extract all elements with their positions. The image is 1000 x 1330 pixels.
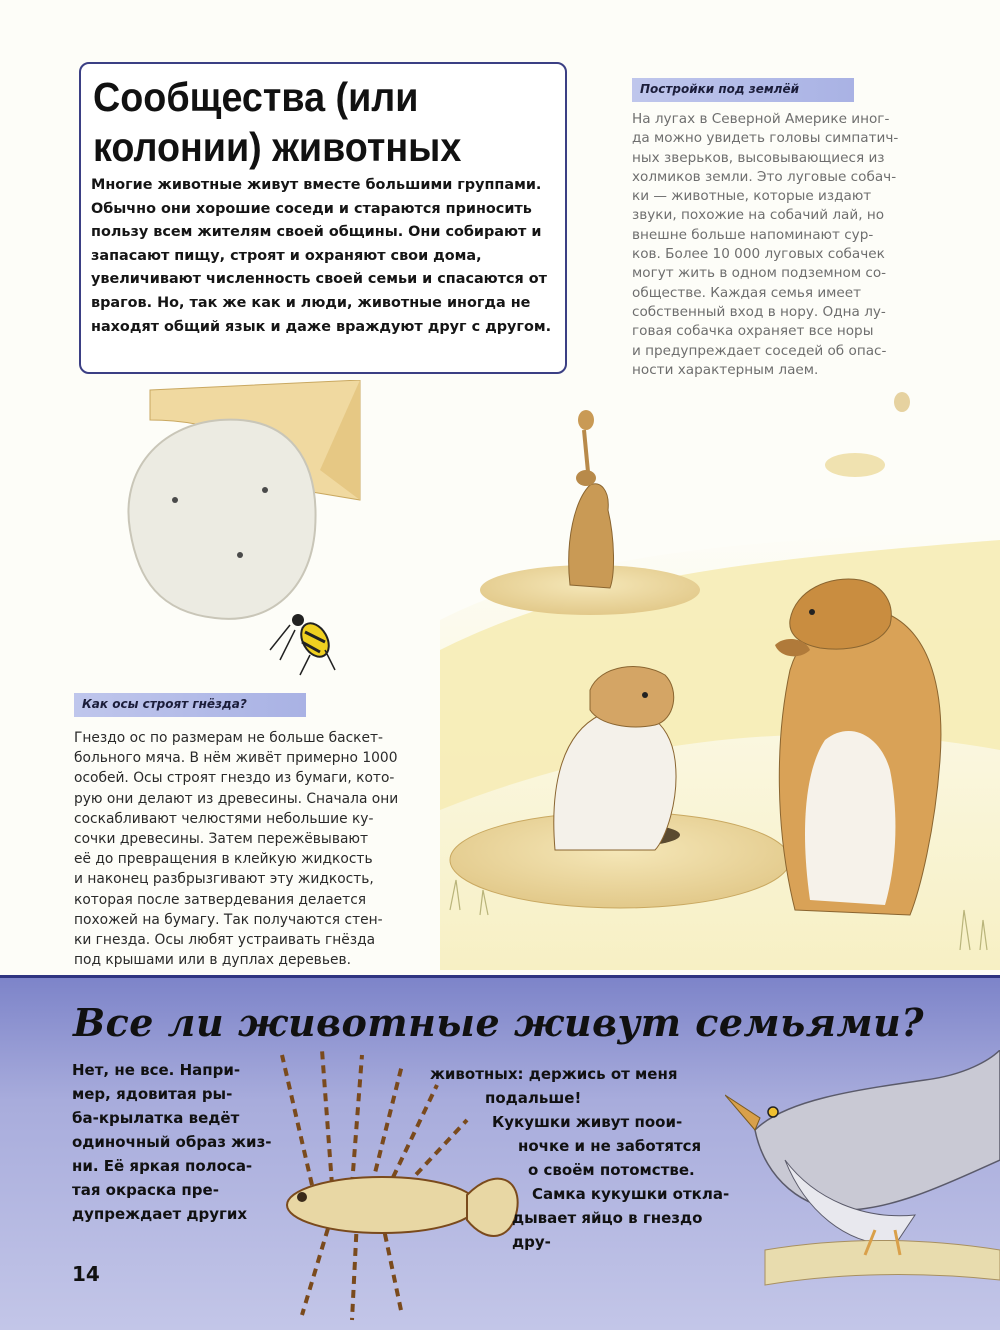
- page-title: Сообщества (или колонии) животных: [93, 74, 462, 170]
- title-box: [79, 62, 567, 374]
- far-prairie-dog: [569, 484, 614, 588]
- text-line: звуки, похожие на собачий лай, но: [632, 207, 885, 224]
- wasp-icon: [270, 614, 335, 675]
- text-line: ности характерным лаем.: [632, 361, 819, 378]
- wasps-text: [74, 728, 474, 970]
- text-line: и предупреждает соседей об опас-: [632, 342, 887, 359]
- text-line: её до превращения в клейкую жидкость: [74, 851, 373, 868]
- text-line: о своём потомстве.: [528, 1161, 695, 1179]
- text-line: обществе. Каждая семья имеет: [632, 284, 862, 301]
- text-line: дывает яйцо в гнездо дру-: [512, 1209, 703, 1251]
- text-line: одиночный образ жиз-: [72, 1133, 272, 1151]
- text-line: Нет, не все. Напри-: [72, 1061, 241, 1079]
- text-line: ных зверьков, высовывающиеся из: [632, 149, 885, 166]
- text-line: тая окраска пре-: [72, 1181, 219, 1199]
- underground-text: [632, 110, 967, 380]
- text-line: говая собачка охраняет все норы: [632, 323, 874, 340]
- text-line: дупреждает других: [72, 1205, 248, 1223]
- text-line: больного мяча. В нём живёт примерно 1000: [74, 750, 398, 767]
- families-right-text: [430, 1062, 740, 1254]
- text-line: под крышами или в дуплах деревьев.: [74, 952, 351, 969]
- text-line: соскабливают челюстями небольшие ку-: [74, 810, 374, 827]
- text-line: да можно увидеть головы симпатич-: [632, 130, 899, 147]
- wasp-nest: [128, 420, 315, 619]
- section-label-wasps: Как осы строят гнёзда?: [74, 693, 306, 717]
- text-line: ба-крылатка ведёт: [72, 1109, 240, 1127]
- text-line: Самка кукушки откла-: [532, 1185, 730, 1203]
- text-line: особей. Осы строят гнездо из бумаги, кото-: [74, 770, 395, 787]
- text-line: могут жить в одном подземном со-: [632, 265, 887, 282]
- text-line: собственный вход в нору. Одна лу-: [632, 303, 886, 320]
- text-line: мер, ядовитая ры-: [72, 1085, 233, 1103]
- text-line: подальше!: [485, 1089, 582, 1107]
- page-number: 14: [72, 1262, 100, 1286]
- prairie-dog-illustration: [440, 390, 1000, 970]
- text-line: холмиков земли. Это луговые собач-: [632, 168, 897, 185]
- cuckoo-illustration: [725, 1050, 1000, 1327]
- section-label-underground: Постройки под землёй: [632, 78, 854, 102]
- text-line: ки — животные, которые издают: [632, 188, 872, 205]
- text-line: которая после затвердевания делается: [74, 891, 367, 908]
- intro-paragraph: Многие животные живут вместе большими группами. Обычно они хорошие соседи и стараются приносить пользу всем жителям своей общины. Они собирают и запасают пищу, строят и охраняют свои дома, увеличивают численность своей семьи и спасаются от врагов. Но, так же как и люди, животные иногда не находят общий язык и даже враждуют друг с другом.: [91, 177, 552, 335]
- wasp-nest-illustration: [120, 380, 370, 680]
- text-line: Гнездо ос по размерам не больше баскет-: [74, 730, 384, 746]
- text-line: сочки древесины. Затем пережёвывают: [74, 831, 369, 848]
- text-line: и наконец разбрызгивают эту жидкость,: [74, 871, 374, 888]
- text-line: ки гнезда. Осы любят устраивать гнёзда: [74, 932, 376, 949]
- families-left-text: [72, 1058, 272, 1226]
- text-line: похожей на бумагу. Так получаются стен-: [74, 911, 383, 928]
- text-line: Кукушки живут поои-: [492, 1113, 683, 1131]
- text-line: ни. Её яркая полоса-: [72, 1157, 253, 1175]
- text-line: ков. Более 10 000 луговых собачек: [632, 246, 885, 263]
- families-title: Все ли животные живут семьями?: [73, 1000, 924, 1045]
- text-line: внешне больше напоминают сур-: [632, 226, 874, 243]
- text-line: На лугах в Северной Америке иног-: [632, 111, 890, 127]
- text-line: рую они делают из древесины. Сначала они: [74, 790, 399, 807]
- text-line: ночке и не заботятся: [518, 1137, 702, 1155]
- text-line: животных: держись от меня: [430, 1065, 678, 1083]
